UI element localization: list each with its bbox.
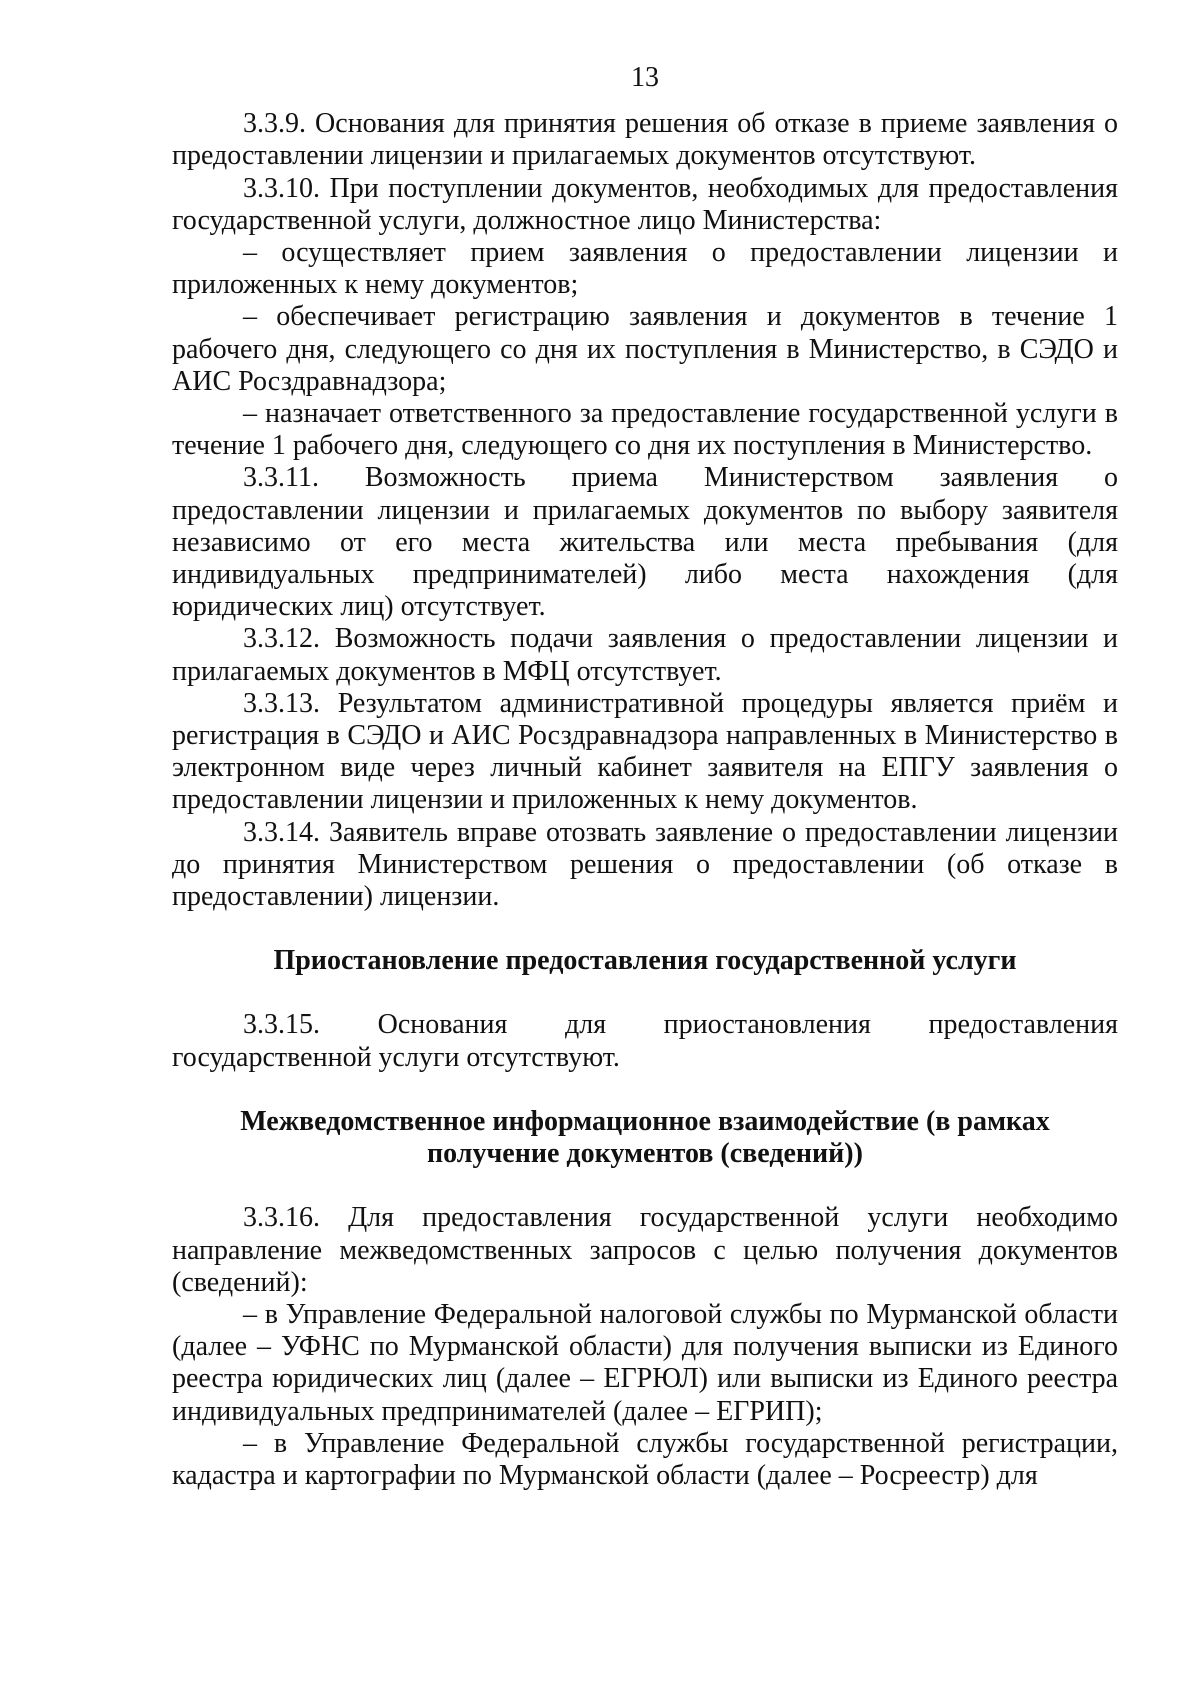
list-item: – осуществляет прием заявления о предоставлении лицензии и приложенных к нему документов; [172,237,1118,301]
paragraph-3-3-14: 3.3.14. Заявитель вправе отозвать заявление о предоставлении лицензии до принятия Министерством решения о предоставлении (об отказе в предоставлении) лицензии. [172,816,1118,913]
paragraph-3-3-13: 3.3.13. Результатом административной процедуры является приём и регистрация в СЭДО и АИС Росздравнадзора направленных в Министерство в электронном виде через личный кабинет заявителя на ЕПГУ заявления о предоставлении лицензии и приложенных к нему документов. [172,687,1118,816]
list-item: – в Управление Федеральной налоговой службы по Мурманской области (далее – УФНС по Мурманской области) для получения выписки из Единого реестра юридических лиц (далее – ЕГРЮЛ) или выписки из Единого реестра индивидуальных предпринимателей (далее – ЕГРИП); [172,1298,1118,1427]
paragraph-3-3-11: 3.3.11. Возможность приема Министерством заявления о предоставлении лицензии и прилагаемых документов по выбору заявителя независимо от его места жительства или места пребывания (для индивидуальных предпринимателей) либо места нахождения (для юридических лиц) отсутствует. [172,462,1118,623]
page-number: 13 [631,62,659,93]
section-heading-interagency: Межведомственное информационное взаимодействие (в рамках получение документов (сведений)) [240,1105,1050,1170]
paragraph-3-3-12: 3.3.12. Возможность подачи заявления о предоставлении лицензии и прилагаемых документов в МФЦ отсутствует. [172,623,1118,687]
list-item: – обеспечивает регистрацию заявления и документов в течение 1 рабочего дня, следующего со дня их поступления в Министерство, в СЭДО и АИС Росздравнадзора; [172,301,1118,397]
document-page [172,62,1118,1662]
paragraph-3-3-15: 3.3.15. Основания для приостановления предоставления государственной услуги отсутствуют. [172,1009,1118,1073]
paragraph-3-3-16: 3.3.16. Для предоставления государственной услуги необходимо направление межведомственных запросов с целью получения документов (сведений): [172,1202,1118,1298]
paragraph-3-3-10: 3.3.10. При поступлении документов, необходимых для предоставления государственной услуги, должностное лицо Министерства: [172,172,1118,236]
list-item: – назначает ответственного за предоставление государственной услуги в течение 1 рабочего дня, следующего со дня их поступления в Министерство. [172,398,1118,462]
paragraph-3-3-9: 3.3.9. Основания для принятия решения об отказе в приеме заявления о предоставлении лицензии и прилагаемых документов отсутствуют. [172,108,1118,172]
section-heading-suspension: Приостановление предоставления государственной услуги [273,945,1017,977]
list-item: – в Управление Федеральной службы государственной регистрации, кадастра и картографии по Мурманской области (далее – Росреестр) для [172,1427,1118,1491]
